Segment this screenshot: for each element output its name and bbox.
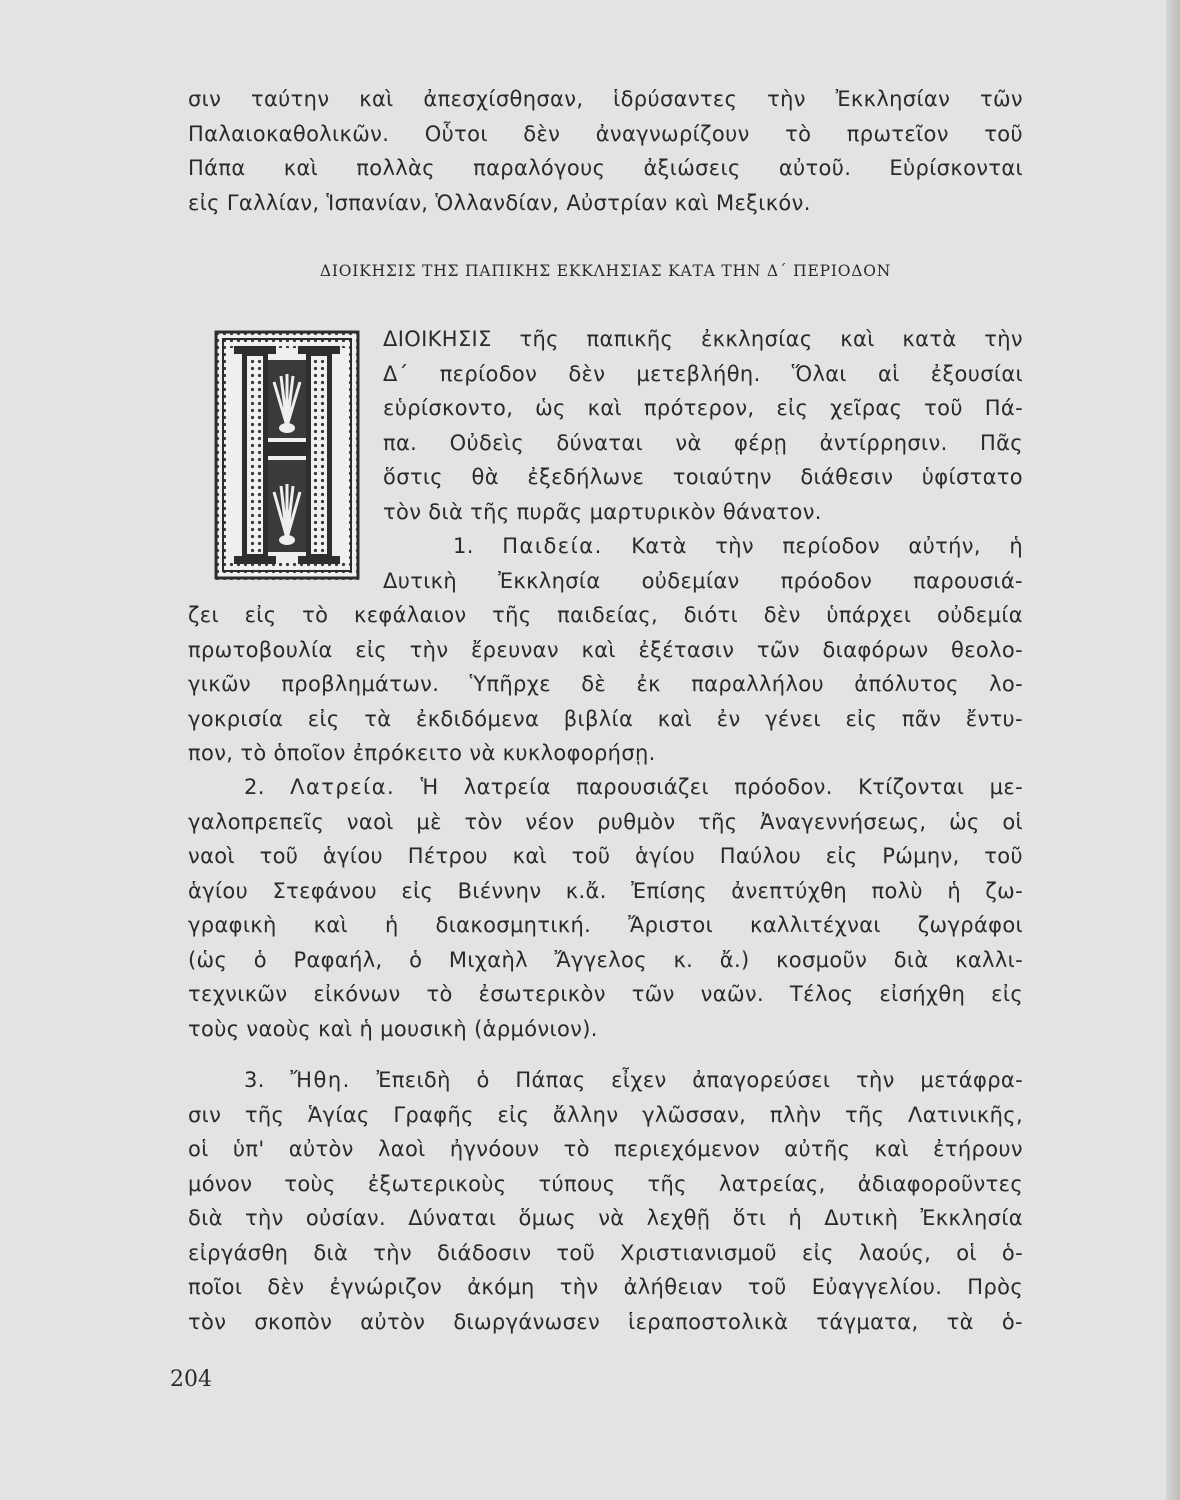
text-line: μόνον τοὺς ἐξωτερικοὺς τύπους τῆς λατρείας, ἀδιαφοροῦντες bbox=[188, 1171, 1023, 1196]
text-line: εἰργάσθη διὰ τὴν διάδοσιν τοῦ Χριστιανισμοῦ εἰς λαούς, οἱ ὁ- bbox=[188, 1240, 1023, 1265]
text-line: Δυτικὴ Ἐκκλησία οὐδεμίαν πρόοδον παρουσιά- bbox=[383, 568, 1023, 593]
text-line: πον, τὸ ὁποῖον ἐπρόκειτο νὰ κυκλοφορήσῃ. bbox=[188, 741, 656, 765]
opening-paragraph bbox=[383, 322, 1023, 598]
text-line: πα. Οὐδεὶς δύναται νὰ φέρῃ ἀντίρρησιν. Πᾶς bbox=[383, 430, 1023, 455]
top-paragraph bbox=[188, 82, 1023, 220]
page-number: 204 bbox=[170, 1367, 212, 1392]
text-line: γοκρισία εἰς τὰ ἐκδιδόμενα βιβλία καὶ ἐν γένει εἰς πᾶν ἔντυ- bbox=[188, 706, 1023, 731]
text-line: ὅστις θὰ ἐξεδήλωνε τοιαύτην διάθεσιν ὑφίστατο bbox=[383, 465, 1023, 489]
section-1-first-line-text: Κατὰ τὴν περίοδον αὐτήν, ἡ bbox=[631, 534, 1023, 558]
section-1-first-line bbox=[383, 529, 1023, 564]
text-line: τοὺς ναοὺς καὶ ἡ μουσικὴ (ἁρμόνιον). bbox=[188, 1016, 598, 1041]
text-line: εἰς Γαλλίαν, Ἱσπανίαν, Ὁλλανδίαν, Αὐστρίαν καὶ Μεξικόν. bbox=[188, 190, 811, 215]
text-line: Δ΄ περίοδον δὲν μετεβλήθη. Ὅλαι αἱ ἐξουσίαι bbox=[383, 361, 1023, 386]
text-line: εὑρίσκοντο, ὡς καὶ πρότερον, εἰς χεῖρας τοῦ Πά- bbox=[383, 396, 1023, 420]
text-line: γραφικὴ καὶ ἡ διακοσμητική. Ἄριστοι καλλιτέχναι ζωγράφοι bbox=[188, 913, 1023, 937]
page-edge bbox=[1166, 0, 1180, 1500]
text-line: πρωτοβουλία εἰς τὴν ἔρευναν καὶ ἐξέτασιν τῶν διαφόρων θεολο- bbox=[188, 637, 1023, 662]
text-line: τεχνικῶν εἰκόνων τὸ ἐσωτερικὸν τῶν ναῶν. Τέλος εἰσήχθη εἰς bbox=[188, 982, 1023, 1006]
section-3-body bbox=[188, 1063, 1023, 1339]
text-line: ἁγίου Στεφάνου εἰς Βιέννην κ.ἄ. Ἐπίσης ἀνεπτύχθη πολὺ ἡ ζω- bbox=[188, 878, 1023, 903]
text-line: τὸν διὰ τῆς πυρᾶς μαρτυρικὸν θάνατον. bbox=[383, 499, 822, 524]
text-line: οἱ ὑπ' αὐτὸν λαοὶ ἠγνόουν τὸ περιεχόμενον αὐτῆς καὶ ἐτήρουν bbox=[188, 1137, 1023, 1161]
text-line: ζει εἰς τὸ κεφάλαιον τῆς παιδείας, διότι δὲν ὑπάρχει οὐδεμία bbox=[188, 603, 1023, 627]
text-line: (ὡς ὁ Ραφαήλ, ὁ Μιχαὴλ Ἄγγελος κ. ἄ.) κοσμοῦν διὰ καλλι- bbox=[188, 947, 1023, 972]
section-1-title: Παιδεία. bbox=[502, 534, 603, 558]
section-3-first-line bbox=[188, 1063, 1023, 1098]
text-line: γικῶν προβλημάτων. Ὑπῆρχε δὲ ἐκ παραλλήλου ἀπόλυτος λο- bbox=[188, 672, 1023, 696]
section-2-first-line-text: Ἡ λατρεία παρουσιάζει πρόοδον. Κτίζονται με- bbox=[420, 775, 1023, 799]
section-3-title: Ἤθη. bbox=[290, 1068, 351, 1092]
section-3-first-line-text: Ἐπειδὴ ὁ Πάπας εἶχεν ἀπαγορεύσει τὴν μετάφρα- bbox=[376, 1068, 1023, 1092]
ornamental-eta-icon bbox=[214, 330, 360, 580]
text-line: διὰ τὴν οὐσίαν. Δύναται ὅμως νὰ λεχθῇ ὅτι ἡ Δυτικὴ Ἐκκλησία bbox=[188, 1206, 1023, 1230]
section-heading: ΔΙΟΙΚΗΣΙΣ ΤΗΣ ΠΑΠΙΚΗΣ ΕΚΚΛΗΣΙΑΣ ΚΑΤΑ ΤΗΝ Δ΄ ΠΕΡΙΟΔΟΝ bbox=[319, 262, 892, 280]
section-1-number: 1. bbox=[453, 534, 474, 558]
text-line: τὸν σκοπὸν αὐτὸν διωργάνωσεν ἱεραποστολικὰ τάγματα, τὰ ὁ- bbox=[188, 1309, 1023, 1334]
text-line: ποῖοι δὲν ἐγνώριζον ἀκόμη τὴν ἀλήθειαν τοῦ Εὐαγγελίου. Πρὸς bbox=[188, 1275, 1023, 1299]
text-line: Πάπα καὶ πολλὰς παραλόγους ἀξιώσεις αὐτοῦ. Εὑρίσκονται bbox=[188, 156, 1023, 180]
text-line: ΔΙΟΙΚΗΣΙΣ τῆς παπικῆς ἐκκλησίας καὶ κατὰ τὴν bbox=[383, 327, 1023, 351]
text-line: σιν τῆς Ἁγίας Γραφῆς εἰς ἄλλην γλῶσσαν, πλὴν τῆς Λατινικῆς, bbox=[188, 1102, 1023, 1127]
section-1-body bbox=[188, 598, 1023, 771]
text-line: ναοὶ τοῦ ἁγίου Πέτρου καὶ τοῦ ἁγίου Παύλου εἰς Ρώμην, τοῦ bbox=[188, 844, 1023, 868]
decorated-initial bbox=[214, 330, 360, 580]
section-2-number: 2. bbox=[244, 775, 265, 799]
text-line: Παλαιοκαθολικῶν. Οὗτοι δὲν ἀναγνωρίζουν τὸ πρωτεῖον τοῦ bbox=[188, 121, 1023, 146]
section-3-number: 3. bbox=[244, 1068, 265, 1092]
section-2-body bbox=[188, 770, 1023, 1046]
section-2-first-line bbox=[188, 770, 1023, 805]
text-line: σιν ταύτην καὶ ἀπεσχίσθησαν, ἱδρύσαντες τὴν Ἐκκλησίαν τῶν bbox=[188, 87, 1023, 111]
section-2-title: Λατρεία. bbox=[290, 775, 396, 799]
text-line: γαλοπρεπεῖς ναοὶ μὲ τὸν νέον ρυθμὸν τῆς Ἀναγεννήσεως, ὡς οἱ bbox=[188, 809, 1023, 834]
